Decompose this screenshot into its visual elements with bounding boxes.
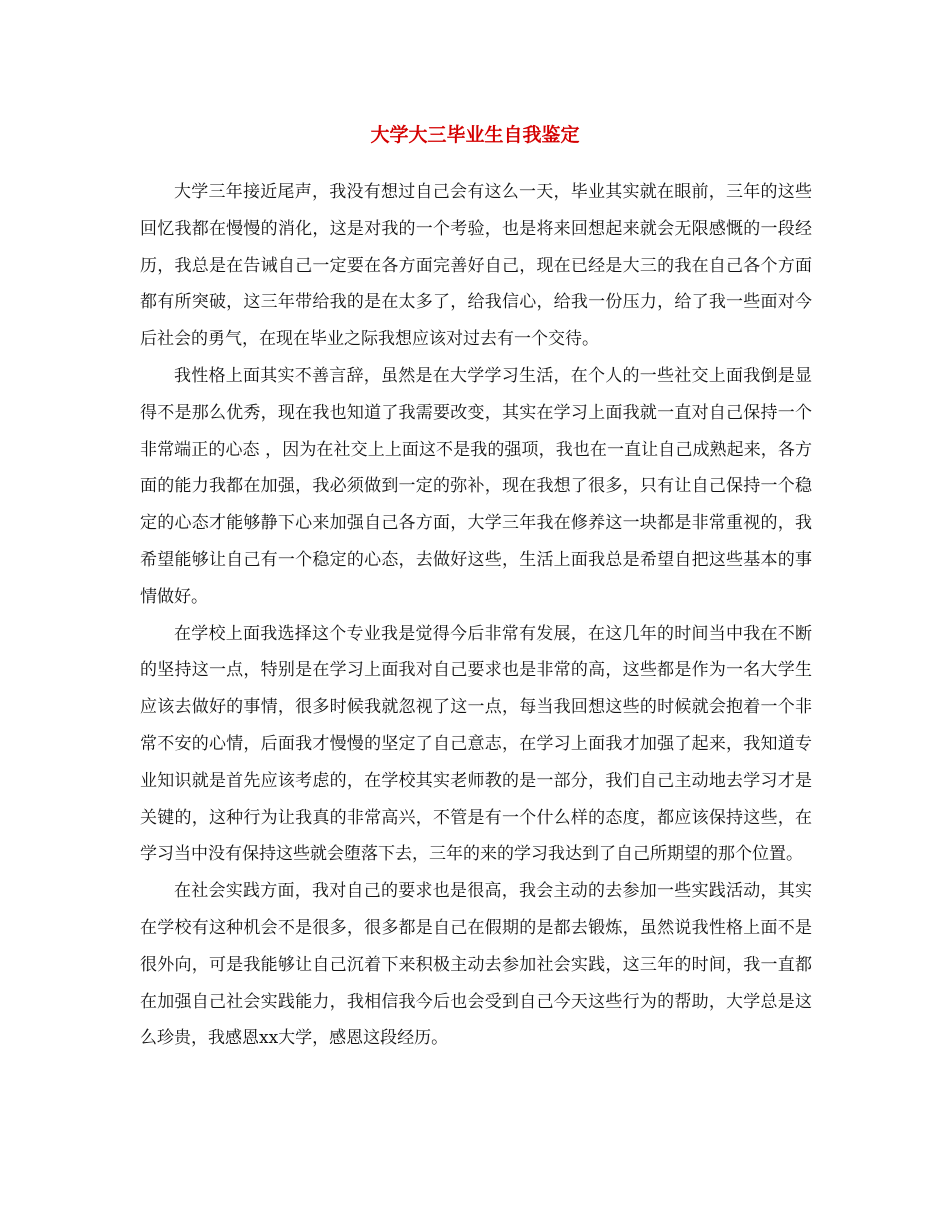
paragraph-1: 大学三年接近尾声，我没有想过自己会有这么一天，毕业其实就在眼前，三年的这些回忆我都在慢慢的消化，这是对我的一个考验，也是将来回想起来就会无限感慨的一段经历，我总是在告诫自己一定要在各方面完善好自己，现在已经是大三的我在自己各个方面都有所突破，这三年带给我的是在太多了，给我信心，给我一份压力，给了我一些面对今后社会的勇气，在现在毕业之际我想应该对过去有一个交待。 [140,182,812,350]
paragraph-4: 在社会实践方面，我对自己的要求也是很高，我会主动的去参加一些实践活动，其实在学校有这种机会不是很多，很多都是自己在假期的是都去锻炼，虽然说我性格上面不是很外向，可是我能够让自己沉着下来积极主动去参加社会实践，这三年的时间，我一直都在加强自己社会实践能力，我相信我今后也会受到自己今天这些行为的帮助，大学总是这么珍贵，我感恩xx大学，感恩这段经历。 [140,881,812,1049]
document-title: 大学大三毕业生自我鉴定 [370,124,580,146]
document-body [140,174,812,1057]
paragraph-3: 在学校上面我选择这个专业我是觉得今后非常有发展，在这几年的时间当中我在不断的坚持这一点，特别是在学习上面我对自己要求也是非常的高，这些都是作为一名大学生应该去做好的事情，很多时候我就忽视了这一点，每当我回想这些的时候就会抱着一个非常不安的心情，后面我才慢慢的坚定了自己意志，在学习上面我才加强了起来，我知道专业知识就是首先应该考虑的，在学校其实老师教的是一部分，我们自己主动地去学习才是关键的，这种行为让我真的非常高兴，不管是有一个什么样的态度，都应该保持这些，在学习当中没有保持这些就会堕落下去，三年的来的学习我达到了自己所期望的那个位置。 [140,623,812,865]
paragraph-2: 我性格上面其实不善言辞，虽然是在大学学习生活，在个人的一些社交上面我倒是显得不是那么优秀，现在我也知道了我需要改变，其实在学习上面我就一直对自己保持一个非常端正的心态 ，因为在社交上上面这不是我的强项，我也在一直让自己成熟起来，各方面的能力我都在加强，我必须做到一定的弥补，现在我想了很多，只有让自己保持一个稳定的心态才能够静下心来加强自己各方面，大学三年我在修养这一块都是非常重视的，我希望能够让自己有一个稳定的心态，去做好这些，生活上面我总是希望自把这些基本的事情做好。 [140,365,812,607]
